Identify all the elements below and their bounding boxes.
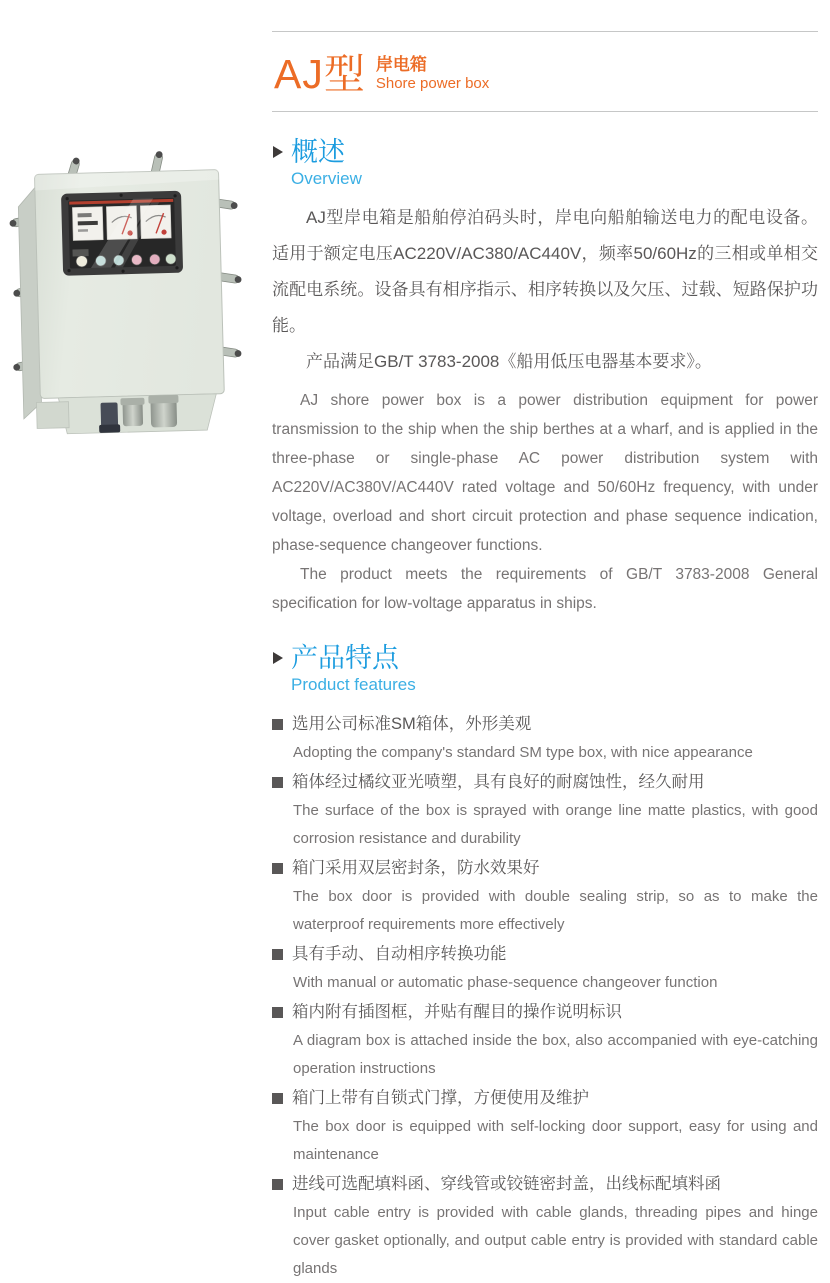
- square-bullet-icon: [272, 1179, 283, 1190]
- feature-item: [272, 1084, 818, 1169]
- feature-title-zh: 具有手动、自动相序转换功能: [272, 940, 818, 969]
- feature-item: [272, 940, 818, 997]
- features-title-en: Product features: [291, 675, 416, 694]
- square-bullet-icon: [272, 1093, 283, 1104]
- feature-text-en: The box door is provided with double sealing strip, so as to make the waterproof requirements more effectively: [293, 888, 818, 933]
- feature-text-en: A diagram box is attached inside the box, also accompanied with eye-catching operation instructions: [293, 1032, 818, 1077]
- overview-paragraph-zh: AJ型岸电箱是船舶停泊码头时，岸电向船舶输送电力的配电设备。适用于额定电压AC220V/AC380/AC440V，频率50/60Hz的三相或单相交流配电系统。设备具有相序指示、相序转换以及欠压、过载、短路保护功能。: [272, 208, 818, 335]
- section-marker-icon: [273, 652, 283, 664]
- square-bullet-icon: [272, 777, 283, 788]
- feature-text-en: The surface of the box is sprayed with orange line matte plastics, with good corrosion resistance and durability: [293, 802, 818, 847]
- feature-item: [272, 854, 818, 939]
- feature-title-zh: 箱门采用双层密封条，防水效果好: [272, 854, 818, 883]
- feature-title-zh: 箱门上带有自锁式门撑，方便使用及维护: [272, 1084, 818, 1113]
- overview-title-en: Overview: [291, 169, 362, 188]
- shore-power-box-illustration: [8, 148, 256, 466]
- square-bullet-icon: [272, 863, 283, 874]
- feature-title-zh: 箱内附有插图框，并贴有醒目的操作说明标识: [272, 998, 818, 1027]
- features-title-zh: 产品特点: [291, 643, 399, 673]
- square-bullet-icon: [272, 949, 283, 960]
- feature-text-en: Input cable entry is provided with cable glands, threading pipes and hinge cover gasket optionally, and output cable entry is provided with standard cable glands: [293, 1204, 818, 1277]
- header-divider: [272, 111, 818, 112]
- feature-title-zh: 箱体经过橘纹亚光喷塑，具有良好的耐腐蚀性，经久耐用: [272, 768, 818, 797]
- features-heading: [272, 643, 818, 695]
- feature-title-zh: 选用公司标准SM箱体，外形美观: [272, 710, 818, 739]
- feature-text-en: With manual or automatic phase-sequence changeover function: [293, 974, 718, 991]
- feature-item: [272, 768, 818, 853]
- feature-text-en: Adopting the company's standard SM type box, with nice appearance: [293, 744, 753, 761]
- overview-paragraph-en: AJ shore power box is a power distribution equipment for power transmission to the ship when the ship berthes at a wharf, and is applied in the three-phase or single-phase AC power distribution system with AC220V/AC380V/AC440V rated voltage and 50/60Hz frequency, with under voltage, overload and short circuit protection and phase sequence indication, phase-sequence changeover functions.: [272, 392, 818, 554]
- feature-text-en: The box door is equipped with self-locking door support, easy for using and maintenance: [293, 1118, 818, 1163]
- product-photo: [8, 148, 256, 466]
- overview-section: [272, 137, 818, 618]
- square-bullet-icon: [272, 719, 283, 730]
- features-section: [272, 643, 818, 1283]
- overview-paragraph-en: The product meets the requirements of GB/T 3783-2008 General specification for low-voltage apparatus in ships.: [272, 566, 818, 612]
- feature-item: [272, 1170, 818, 1283]
- content-column: [272, 0, 818, 1283]
- product-name-zh: 岸电箱: [375, 55, 427, 74]
- model-name: AJ型: [274, 51, 366, 97]
- feature-item: [272, 710, 818, 767]
- overview-paragraph-zh: 产品满足GB/T 3783-2008《船用低压电器基本要求》。: [306, 352, 712, 371]
- feature-title-zh: 进线可选配填料函、穿线管或铰链密封盖，出线标配填料函: [272, 1170, 818, 1199]
- product-name: [376, 55, 489, 95]
- square-bullet-icon: [272, 1007, 283, 1018]
- product-name-en: Shore power box: [375, 75, 490, 92]
- overview-heading: [272, 137, 818, 189]
- section-marker-icon: [273, 146, 283, 158]
- overview-title-zh: 概述: [291, 137, 345, 167]
- feature-item: [272, 998, 818, 1083]
- features-list: [272, 710, 818, 1283]
- product-header: [272, 32, 818, 111]
